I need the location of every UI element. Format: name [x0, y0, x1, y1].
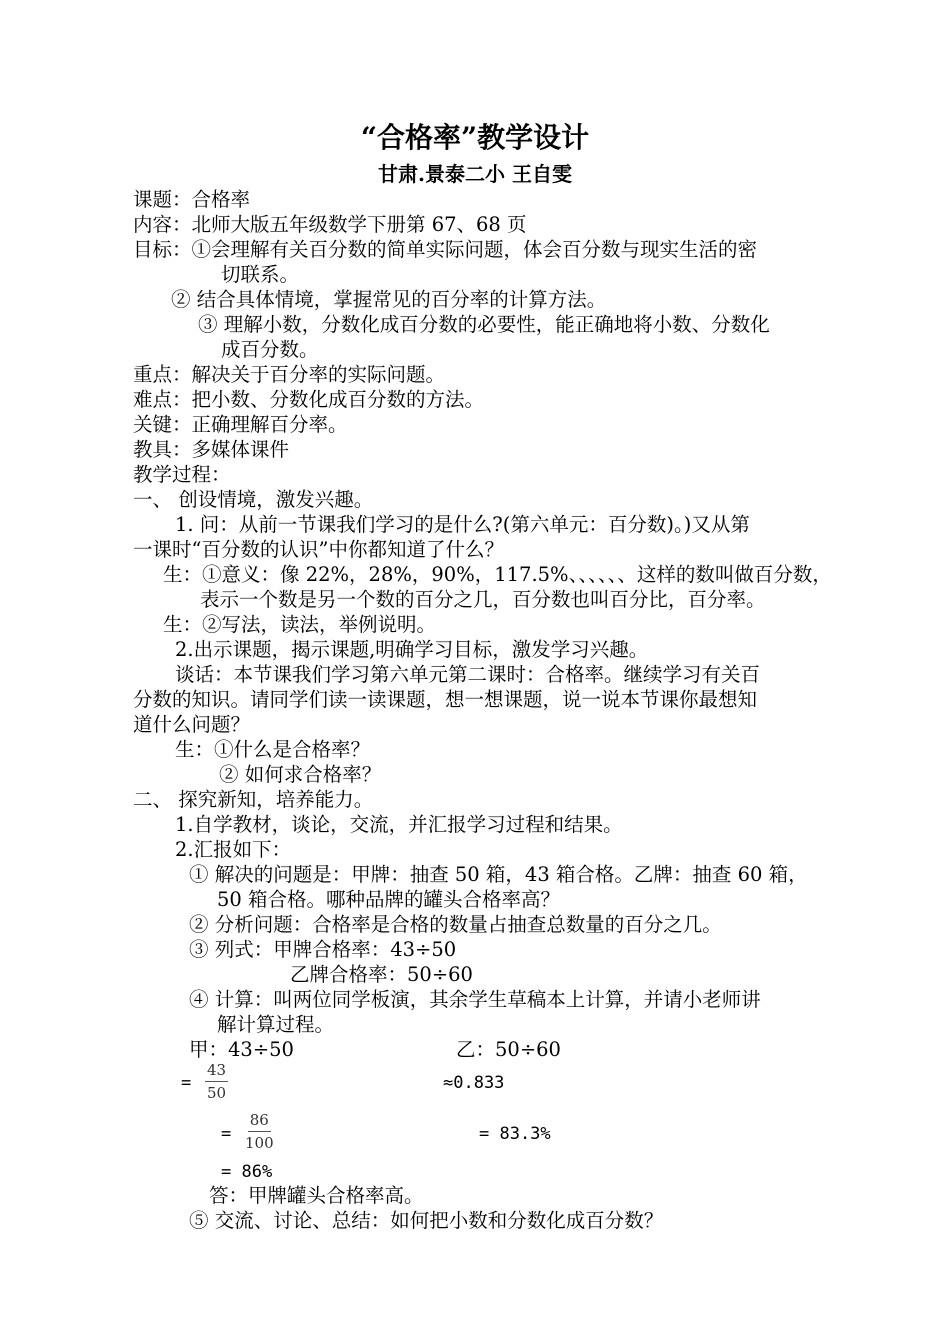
report-1-line: ① 解决的问题是：甲牌：抽查 50 箱，43 箱合格。乙牌：抽查 60 箱， [189, 863, 808, 886]
talk-line: 谈话：本节课我们学习第六单元第二课时：合格率。继续学习有关百 [175, 663, 761, 686]
topic-line: 课题：合格率 [133, 188, 251, 211]
tools-line: 教具：多媒体课件 [133, 438, 290, 461]
goal-2-line: ② 结合具体情境，掌握常见的百分率的计算方法。 [171, 288, 607, 311]
report-3-continuation: 乙牌合格率：50÷60 [290, 963, 473, 986]
calc-a-equals-1: = [181, 1073, 192, 1093]
key-line: 关键：正确理解百分率。 [133, 413, 348, 436]
student-question-2: ② 如何求合格率？ [219, 763, 382, 786]
goal-1-continuation: 切联系。 [221, 263, 300, 286]
section-2-item-1: 1.自学教材，谈论，交流，并汇报学习过程和结果。 [175, 813, 623, 836]
content-line: 内容：北师大版五年级数学下册第 67、68 页 [133, 213, 527, 236]
student-answer-2-line: 生：②写法，读法，举例说明。 [163, 613, 437, 636]
question-1-continuation: 一课时“百分数的认识”中你都知道了什么？ [133, 538, 504, 561]
talk-continuation-1: 分数的知识。请同学们读一读课题，想一想课题，说一说本节课你最想知 [133, 688, 758, 711]
calc-b-approx: ≈0.833 [443, 1073, 505, 1093]
section-2-item-2: 2.汇报如下： [175, 838, 292, 861]
fraction-numerator: 43 [205, 1062, 228, 1082]
talk-continuation-2: 道什么问题？ [133, 713, 251, 736]
report-4-continuation: 解计算过程。 [217, 1013, 335, 1036]
calc-b-heading: 乙：50÷60 [456, 1038, 561, 1061]
question-1-line: 1. 问：从前一节课我们学习的是什么?(第六单元：百分数)。)又从第 [175, 513, 750, 536]
calc-a-percent: = 86% [221, 1162, 273, 1182]
calc-a-heading: 甲：43÷50 [189, 1038, 294, 1061]
student-answer-1-continuation: 表示一个数是另一个数的百分之几，百分数也叫百分比，百分率。 [200, 588, 766, 611]
fraction-denominator: 50 [207, 1084, 227, 1102]
report-1-continuation: 50 箱合格。哪种品牌的罐头合格率高？ [217, 888, 561, 911]
student-question-1: 生：①什么是合格率？ [175, 738, 371, 761]
difficulty-line: 难点：把小数、分数化成百分数的方法。 [133, 388, 485, 411]
keypoint-line: 重点：解决关于百分率的实际问题。 [133, 363, 446, 386]
fraction-86-100 [245, 1112, 274, 1151]
calc-a-equals-2: = [221, 1124, 232, 1144]
report-4-line: ④ 计算：叫两位同学板演，其余学生草稿本上计算，并请小老师讲 [189, 988, 761, 1011]
goal-3-line: ③ 理解小数，分数化成百分数的必要性，能正确地将小数、分数化 [198, 313, 770, 336]
section-1-heading: 一、 创设情境，激发兴趣。 [133, 488, 374, 511]
document-title: “合格率”教学设计 [360, 121, 590, 154]
calc-b-percent: = 83.3% [479, 1124, 551, 1144]
fraction-denominator: 100 [245, 1134, 274, 1152]
report-5-line: ⑤ 交流、讨论、总结：如何把小数和分数化成百分数？ [189, 1209, 664, 1232]
document-author: 甘肃.景泰二小 王自雯 [378, 162, 572, 186]
report-3-line: ③ 列式：甲牌合格率：43÷50 [189, 938, 457, 961]
process-heading: 教学过程： [133, 463, 231, 486]
student-answer-1-line: 生：①意义：像 22%，28%，90%，117.5%、、、、、、这样的数叫做百分数， [163, 563, 832, 586]
goal-3-continuation: 成百分数。 [221, 338, 319, 361]
answer-line: 答：甲牌罐头合格率高。 [209, 1184, 424, 1207]
item-2-line: 2.出示课题，揭示课题,明确学习目标，激发学习兴趣。 [175, 638, 649, 661]
fraction-numerator: 86 [248, 1112, 271, 1132]
goal-1-line: 目标：①会理解有关百分数的简单实际问题，体会百分数与现实生活的密 [133, 238, 758, 261]
report-2-line: ② 分析问题：合格率是合格的数量占抽查总数量的百分之几。 [189, 913, 722, 936]
section-2-heading: 二、 探究新知，培养能力。 [133, 788, 374, 811]
fraction-43-50 [205, 1062, 228, 1101]
